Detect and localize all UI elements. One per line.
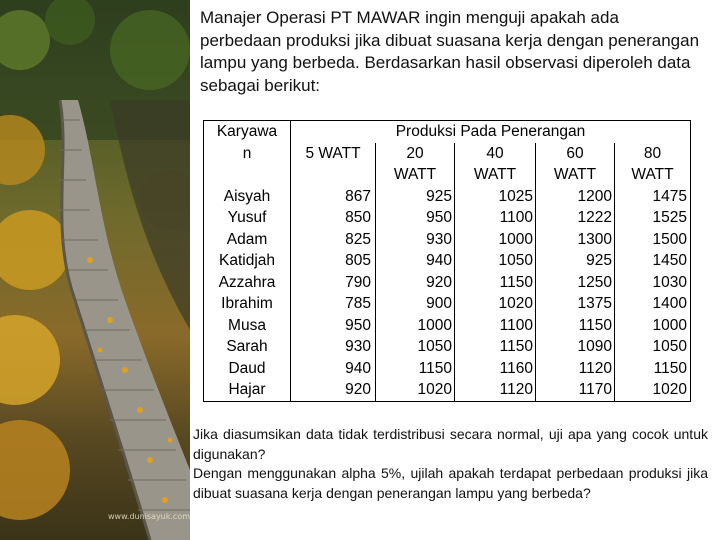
value-5-watt: 950 bbox=[291, 315, 376, 337]
value-5-watt: 805 bbox=[291, 250, 376, 272]
header-karyawan-spacer bbox=[204, 164, 291, 186]
value-40-watt: 1100 bbox=[455, 207, 536, 229]
value-60-watt: 1222 bbox=[536, 207, 615, 229]
value-60-watt: 1150 bbox=[536, 315, 615, 337]
value-60-watt: 1300 bbox=[536, 229, 615, 251]
table-row bbox=[204, 250, 691, 272]
value-5-watt: 850 bbox=[291, 207, 376, 229]
table-header-row-1 bbox=[204, 121, 691, 143]
value-20-watt: 1020 bbox=[376, 379, 455, 401]
value-5-watt: 825 bbox=[291, 229, 376, 251]
value-20-watt: 950 bbox=[376, 207, 455, 229]
value-5-watt: 920 bbox=[291, 379, 376, 401]
question-1: Jika diasumsikan data tidak terdistribusi secara normal, uji apa yang cocok untuk digunakan? bbox=[193, 426, 708, 462]
header-80-watt-num: 80 bbox=[643, 144, 662, 162]
employee-name: Hajar bbox=[204, 379, 291, 401]
header-5-watt: 5 WATT bbox=[291, 143, 376, 165]
employee-name: Ibrahim bbox=[204, 293, 291, 315]
header-karyawan-1: Karyawa bbox=[204, 121, 291, 143]
value-80-watt: 1050 bbox=[652, 338, 687, 355]
value-40-watt: 1120 bbox=[455, 379, 536, 401]
value-80-watt: 1450 bbox=[652, 252, 687, 269]
value-40-watt: 1000 bbox=[455, 229, 536, 251]
header-60-watt-unit: WATT bbox=[536, 164, 615, 186]
header-karyawan-2: n bbox=[204, 143, 291, 165]
value-20-watt: 925 bbox=[376, 186, 455, 208]
table-row bbox=[204, 336, 691, 358]
autumn-boardwalk-photo bbox=[0, 0, 190, 540]
header-produksi-group: Produksi Pada Penerangan bbox=[395, 123, 586, 140]
employee-name: Azzahra bbox=[204, 272, 291, 294]
value-80-watt: 1020 bbox=[652, 381, 687, 398]
value-40-watt: 1100 bbox=[455, 315, 536, 337]
value-80-watt: 1475 bbox=[652, 187, 687, 205]
value-5-watt: 940 bbox=[291, 358, 376, 380]
value-60-watt: 1375 bbox=[536, 293, 615, 315]
photo-watermark: www.dunisayuk.com bbox=[108, 512, 190, 521]
header-40-watt-num: 40 bbox=[455, 143, 536, 165]
value-60-watt: 925 bbox=[536, 250, 615, 272]
value-60-watt: 1200 bbox=[536, 186, 615, 208]
employee-name: Aisyah bbox=[204, 186, 291, 208]
employee-name: Daud bbox=[204, 358, 291, 380]
questions-block bbox=[193, 425, 708, 503]
value-80-watt: 1500 bbox=[652, 230, 687, 248]
table-row bbox=[204, 229, 691, 251]
value-20-watt: 1050 bbox=[376, 336, 455, 358]
header-5-watt-unit bbox=[291, 164, 376, 186]
employee-name: Katidjah bbox=[204, 250, 291, 272]
header-80-watt-unit: WATT bbox=[631, 166, 674, 183]
value-40-watt: 1150 bbox=[455, 336, 536, 358]
value-60-watt: 1170 bbox=[536, 379, 615, 401]
value-80-watt: 1400 bbox=[652, 295, 687, 312]
value-20-watt: 1000 bbox=[376, 315, 455, 337]
value-60-watt: 1250 bbox=[536, 272, 615, 294]
table-header-row-3 bbox=[204, 164, 691, 186]
value-40-watt: 1150 bbox=[455, 272, 536, 294]
value-5-watt: 790 bbox=[291, 272, 376, 294]
value-5-watt: 867 bbox=[291, 186, 376, 208]
table-header-row-2 bbox=[204, 143, 691, 165]
value-5-watt: 785 bbox=[291, 293, 376, 315]
value-40-watt: 1050 bbox=[455, 250, 536, 272]
value-5-watt: 930 bbox=[291, 336, 376, 358]
header-20-watt-unit: WATT bbox=[376, 164, 455, 186]
value-40-watt: 1020 bbox=[455, 293, 536, 315]
employee-name: Musa bbox=[204, 315, 291, 337]
value-80-watt: 1000 bbox=[652, 316, 687, 334]
value-20-watt: 920 bbox=[376, 272, 455, 294]
value-20-watt: 1150 bbox=[376, 358, 455, 380]
employee-name: Sarah bbox=[204, 336, 291, 358]
table-row bbox=[204, 379, 691, 401]
table-row bbox=[204, 358, 691, 380]
table-row bbox=[204, 272, 691, 294]
header-40-watt-unit: WATT bbox=[455, 164, 536, 186]
value-80-watt: 1150 bbox=[653, 359, 687, 377]
value-20-watt: 930 bbox=[376, 229, 455, 251]
table-row bbox=[204, 293, 691, 315]
value-60-watt: 1120 bbox=[536, 358, 615, 380]
employee-name: Yusuf bbox=[204, 207, 291, 229]
value-20-watt: 940 bbox=[376, 250, 455, 272]
value-40-watt: 1160 bbox=[455, 358, 536, 380]
question-2: Dengan menggunakan alpha 5%, ujilah apakah terdapat perbedaan produksi jika dibuat suasana kerja dengan penerangan lampu yang berbeda? bbox=[193, 465, 708, 501]
problem-statement: Manajer Operasi PT MAWAR ingin menguji apakah ada perbedaan produksi jika dibuat suasana kerja dengan penerangan lampu yang berbeda. Berdasarkan hasil observasi diperoleh data sebagai berikut: bbox=[200, 8, 700, 95]
table-row bbox=[204, 186, 691, 208]
value-80-watt: 1525 bbox=[652, 209, 687, 226]
value-60-watt: 1090 bbox=[536, 336, 615, 358]
header-20-watt-num: 20 bbox=[376, 143, 455, 165]
production-data-table bbox=[203, 120, 691, 402]
table-row bbox=[204, 207, 691, 229]
employee-name: Adam bbox=[204, 229, 291, 251]
value-80-watt: 1030 bbox=[652, 273, 687, 291]
header-60-watt-num: 60 bbox=[536, 143, 615, 165]
value-20-watt: 900 bbox=[376, 293, 455, 315]
table-row bbox=[204, 315, 691, 337]
boardwalk-illustration bbox=[0, 0, 190, 540]
value-40-watt: 1025 bbox=[455, 186, 536, 208]
